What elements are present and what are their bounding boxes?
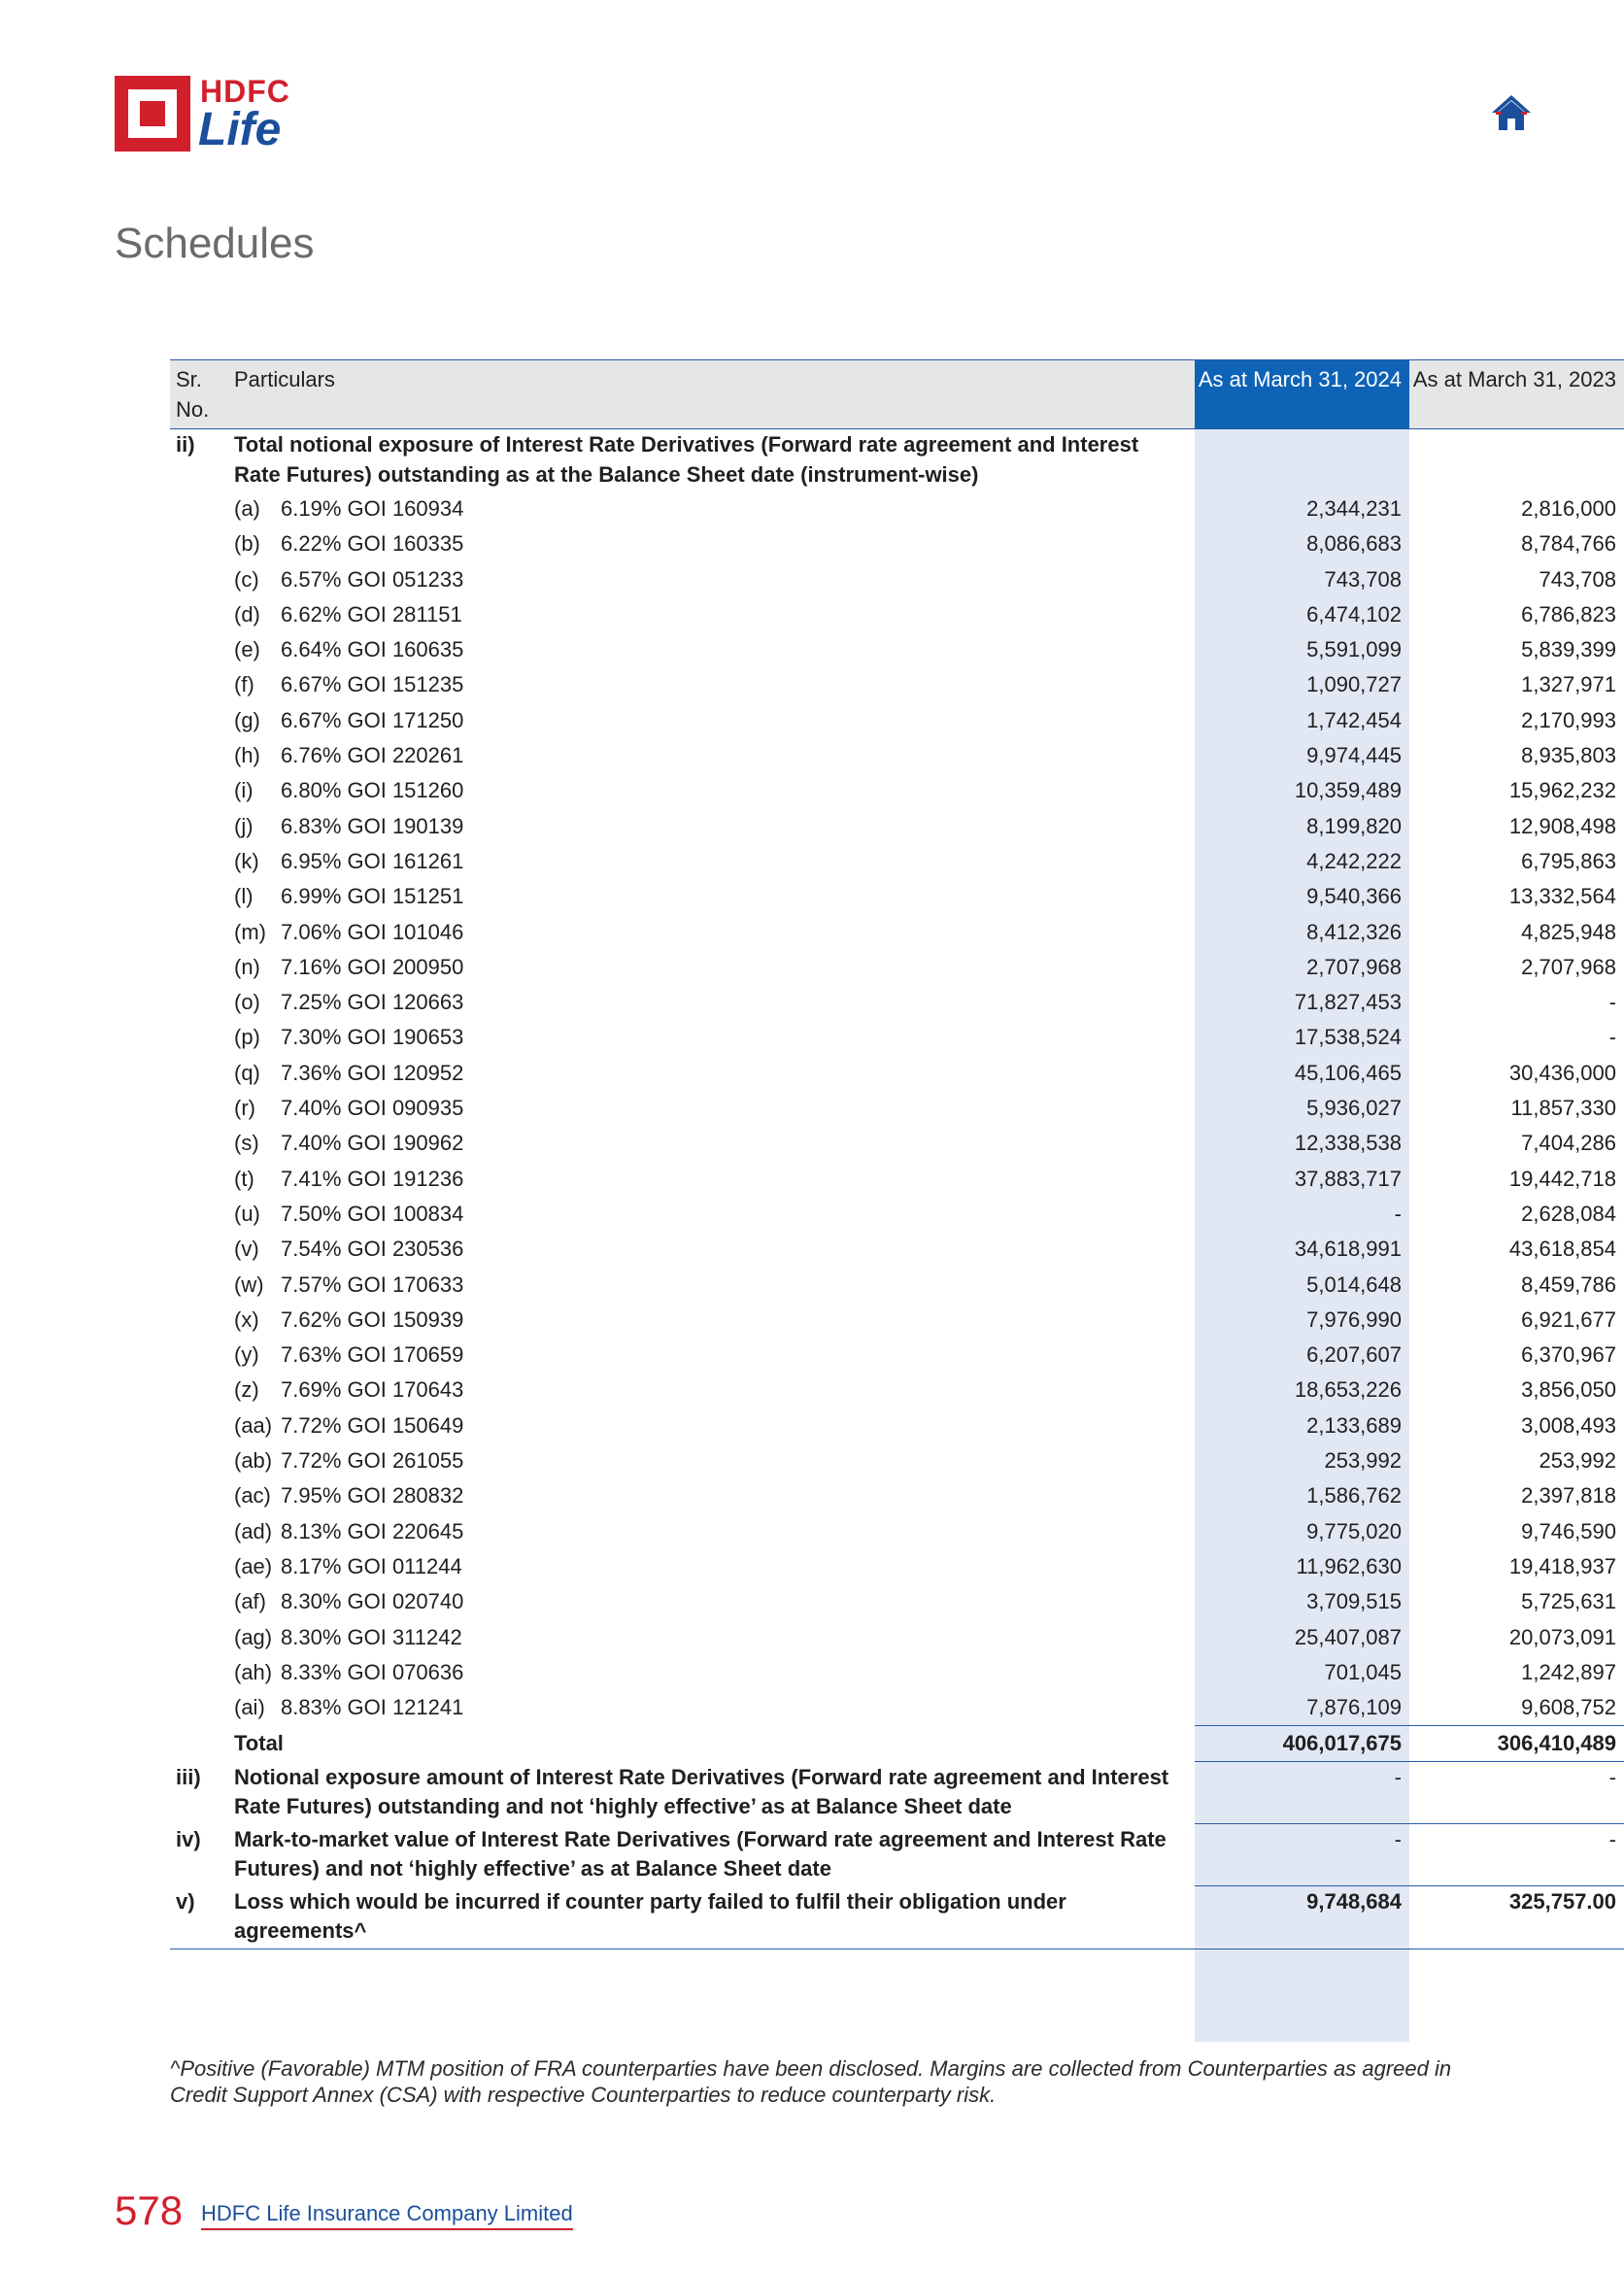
item-label: (k) bbox=[234, 848, 259, 873]
page-title: Schedules bbox=[115, 220, 315, 267]
logo-mark bbox=[115, 76, 190, 152]
section-iv-title: Mark-to-market value of Interest Rate Derivatives (Forward rate agreement and Interest Rate Futures) and not ‘highly effective’ as at Balance Sheet date bbox=[234, 1826, 1167, 1882]
instrument-name bbox=[234, 1268, 1195, 1303]
value-previous: 1,242,897 bbox=[1521, 1659, 1616, 1684]
item-instrument: 6.83% GOI 190139 bbox=[281, 813, 464, 838]
instrument-name bbox=[234, 1478, 1195, 1513]
value-current: 3,709,515 bbox=[1306, 1589, 1402, 1614]
instrument-name bbox=[234, 1232, 1195, 1267]
value-current: 6,474,102 bbox=[1306, 601, 1402, 627]
item-instrument: 7.95% GOI 280832 bbox=[281, 1483, 464, 1509]
instrument-name bbox=[234, 597, 1195, 632]
item-instrument: 8.17% GOI 011244 bbox=[281, 1553, 462, 1578]
item-label: (ag) bbox=[234, 1624, 273, 1649]
value-previous: 2,707,968 bbox=[1521, 954, 1616, 979]
item-label: (r) bbox=[234, 1096, 255, 1121]
section-v-current: 9,748,684 bbox=[1195, 1886, 1409, 1950]
value-previous: 3,856,050 bbox=[1521, 1377, 1616, 1403]
total-previous: 306,410,489 bbox=[1409, 1726, 1624, 1762]
item-instrument: 6.19% GOI 160934 bbox=[281, 496, 464, 521]
value-current: 1,090,727 bbox=[1306, 672, 1402, 697]
total-current: 406,017,675 bbox=[1195, 1726, 1409, 1762]
item-label: (m) bbox=[234, 919, 266, 944]
value-previous: 19,442,718 bbox=[1508, 1166, 1616, 1191]
value-previous: 5,725,631 bbox=[1521, 1589, 1616, 1614]
value-previous: 43,618,854 bbox=[1508, 1237, 1616, 1262]
value-previous: 6,370,967 bbox=[1521, 1342, 1616, 1368]
value-previous: 6,795,863 bbox=[1521, 848, 1616, 873]
total-row bbox=[170, 1726, 1624, 1762]
value-current: 2,707,968 bbox=[1306, 954, 1402, 979]
table-row bbox=[170, 1338, 1624, 1373]
item-label: (x) bbox=[234, 1306, 259, 1332]
item-label: (t) bbox=[234, 1166, 254, 1191]
table-row bbox=[170, 1268, 1624, 1303]
instrument-name bbox=[234, 844, 1195, 879]
value-previous: 253,992 bbox=[1539, 1448, 1616, 1474]
table-row bbox=[170, 1549, 1624, 1584]
value-current: 17,538,524 bbox=[1294, 1025, 1402, 1050]
value-current: 5,936,027 bbox=[1306, 1096, 1402, 1121]
instrument-name bbox=[234, 1584, 1195, 1619]
instrument-name bbox=[234, 1056, 1195, 1091]
instrument-name bbox=[234, 1162, 1195, 1197]
table-row bbox=[170, 1197, 1624, 1232]
value-previous: 8,784,766 bbox=[1521, 531, 1616, 557]
value-previous: 6,786,823 bbox=[1521, 601, 1616, 627]
table-row bbox=[170, 1620, 1624, 1655]
instrument-name bbox=[234, 1549, 1195, 1584]
footnote: ^Positive (Favorable) MTM position of FRA counterparties have been disclosed. Margins are collected from Counterparties as agreed in Credit Support Annex (CSA) with respective Counterparties to reduce counterparty risk. bbox=[170, 2056, 1452, 2107]
value-previous: 11,857,330 bbox=[1510, 1096, 1616, 1121]
instrument-name bbox=[234, 738, 1195, 773]
section-iv-row bbox=[170, 1824, 1624, 1886]
section-iii-row bbox=[170, 1762, 1624, 1824]
item-label: (ad) bbox=[234, 1518, 273, 1543]
table-row bbox=[170, 703, 1624, 738]
instrument-name bbox=[234, 1020, 1195, 1055]
instrument-name bbox=[234, 1443, 1195, 1478]
value-current: 2,133,689 bbox=[1306, 1412, 1402, 1438]
value-current: 6,207,607 bbox=[1306, 1342, 1402, 1368]
table-row bbox=[170, 1408, 1624, 1443]
value-current: 5,591,099 bbox=[1306, 637, 1402, 662]
header-particulars: Particulars bbox=[234, 360, 1195, 429]
footer-company-name: HDFC Life Insurance Company Limited bbox=[201, 2201, 573, 2230]
item-instrument: 7.36% GOI 120952 bbox=[281, 1060, 464, 1085]
schedule-table-container bbox=[170, 359, 1616, 1950]
item-instrument: 7.69% GOI 170643 bbox=[281, 1377, 464, 1403]
item-label: (z) bbox=[234, 1377, 259, 1403]
value-current: 1,586,762 bbox=[1306, 1483, 1402, 1509]
value-current: 4,242,222 bbox=[1306, 848, 1402, 873]
table-header-row bbox=[170, 360, 1624, 429]
table-row bbox=[170, 1690, 1624, 1726]
item-label: (j) bbox=[234, 813, 254, 838]
value-previous: 4,825,948 bbox=[1521, 919, 1616, 944]
page-number: 578 bbox=[115, 2187, 184, 2233]
item-instrument: 7.72% GOI 150649 bbox=[281, 1412, 464, 1438]
item-label: (af) bbox=[234, 1589, 266, 1614]
table-row bbox=[170, 1020, 1624, 1055]
item-label: (w) bbox=[234, 1272, 264, 1297]
value-previous: 7,404,286 bbox=[1521, 1131, 1616, 1156]
table-row bbox=[170, 1091, 1624, 1126]
value-current: 34,618,991 bbox=[1294, 1237, 1402, 1262]
section-v-row bbox=[170, 1886, 1624, 1950]
section-iv-current: - bbox=[1195, 1824, 1409, 1886]
value-current: 11,962,630 bbox=[1296, 1553, 1402, 1578]
hdfc-life-logo bbox=[115, 76, 299, 155]
item-instrument: 8.30% GOI 020740 bbox=[281, 1589, 464, 1614]
item-instrument: 8.33% GOI 070636 bbox=[281, 1659, 464, 1684]
item-label: (y) bbox=[234, 1342, 259, 1368]
section-ii-title: Total notional exposure of Interest Rate Derivatives (Forward rate agreement and Interest Rate Futures) outstanding as at the Balance Sheet date (instrument-wise) bbox=[234, 432, 1139, 487]
item-instrument: 6.67% GOI 151235 bbox=[281, 672, 464, 697]
value-current: 37,883,717 bbox=[1294, 1166, 1402, 1191]
table-row bbox=[170, 1443, 1624, 1478]
table-row bbox=[170, 1584, 1624, 1619]
section-v-title: Loss which would be incurred if counter party failed to fulfil their obligation under agreements^ bbox=[234, 1886, 1195, 1950]
instrument-name bbox=[234, 950, 1195, 985]
value-current: 18,653,226 bbox=[1294, 1377, 1402, 1403]
value-previous: 30,436,000 bbox=[1508, 1060, 1616, 1085]
value-current: 9,974,445 bbox=[1306, 743, 1402, 768]
item-label: (h) bbox=[234, 743, 260, 768]
section-iii-current: - bbox=[1394, 1765, 1402, 1790]
table-row bbox=[170, 950, 1624, 985]
item-label: (d) bbox=[234, 601, 260, 627]
value-previous: 20,073,091 bbox=[1508, 1624, 1616, 1649]
item-instrument: 7.41% GOI 191236 bbox=[281, 1166, 464, 1191]
item-label: (u) bbox=[234, 1201, 260, 1226]
item-label: (f) bbox=[234, 672, 254, 697]
item-label: (c) bbox=[234, 566, 259, 592]
table-row bbox=[170, 915, 1624, 950]
value-previous: 15,962,232 bbox=[1508, 778, 1616, 803]
value-previous: 9,746,590 bbox=[1521, 1518, 1616, 1543]
value-current: 9,540,366 bbox=[1306, 884, 1402, 909]
instrument-name bbox=[234, 632, 1195, 667]
item-label: (p) bbox=[234, 1025, 260, 1050]
section-ii-sr: ii) bbox=[176, 432, 195, 457]
instrument-name bbox=[234, 809, 1195, 844]
value-previous: 8,459,786 bbox=[1521, 1272, 1616, 1297]
section-iii-sr: iii) bbox=[176, 1764, 201, 1789]
total-label: Total bbox=[234, 1730, 284, 1755]
section-ii-heading-row bbox=[170, 429, 1624, 492]
item-instrument: 8.30% GOI 311242 bbox=[281, 1624, 462, 1649]
instrument-name bbox=[234, 879, 1195, 914]
value-previous: - bbox=[1608, 1025, 1616, 1050]
table-row bbox=[170, 632, 1624, 667]
instrument-name bbox=[234, 1126, 1195, 1161]
table-row bbox=[170, 1514, 1624, 1549]
item-instrument: 7.25% GOI 120663 bbox=[281, 990, 464, 1015]
instrument-name bbox=[234, 667, 1195, 702]
item-instrument: 6.76% GOI 220261 bbox=[281, 743, 464, 768]
table-row bbox=[170, 985, 1624, 1020]
value-current: 8,199,820 bbox=[1306, 813, 1402, 838]
value-previous: 5,839,399 bbox=[1521, 637, 1616, 662]
item-instrument: 6.95% GOI 161261 bbox=[281, 848, 464, 873]
item-label: (ac) bbox=[234, 1483, 271, 1509]
instrument-name bbox=[234, 1690, 1195, 1726]
item-instrument: 6.80% GOI 151260 bbox=[281, 778, 464, 803]
instrument-name bbox=[234, 492, 1195, 526]
table-row bbox=[170, 1056, 1624, 1091]
value-previous: 2,397,818 bbox=[1521, 1483, 1616, 1509]
table-row bbox=[170, 526, 1624, 561]
logo-text-life: Life bbox=[198, 104, 282, 155]
table-row bbox=[170, 1162, 1624, 1197]
table-row bbox=[170, 562, 1624, 597]
value-previous: 19,418,937 bbox=[1508, 1553, 1616, 1578]
value-current: 701,045 bbox=[1324, 1659, 1402, 1684]
home-icon[interactable] bbox=[1490, 93, 1533, 132]
item-instrument: 7.16% GOI 200950 bbox=[281, 954, 464, 979]
section-iv-sr: iv) bbox=[176, 1826, 201, 1851]
instrument-name bbox=[234, 773, 1195, 808]
value-current: 5,014,648 bbox=[1306, 1272, 1402, 1297]
value-current: 25,407,087 bbox=[1294, 1624, 1402, 1649]
table-row bbox=[170, 1303, 1624, 1338]
table-row bbox=[170, 667, 1624, 702]
instrument-name bbox=[234, 1338, 1195, 1373]
value-previous: 2,628,084 bbox=[1521, 1201, 1616, 1226]
value-previous: 2,816,000 bbox=[1521, 496, 1616, 521]
instrument-name bbox=[234, 1091, 1195, 1126]
header-sr-no: Sr. No. bbox=[170, 360, 234, 429]
item-instrument: 6.62% GOI 281151 bbox=[281, 601, 462, 627]
instrument-name bbox=[234, 1655, 1195, 1690]
section-iv-previous: - bbox=[1409, 1824, 1624, 1886]
item-label: (o) bbox=[234, 990, 260, 1015]
item-label: (s) bbox=[234, 1131, 259, 1156]
item-label: (g) bbox=[234, 707, 260, 732]
item-label: (ab) bbox=[234, 1448, 273, 1474]
instrument-name bbox=[234, 1408, 1195, 1443]
item-instrument: 6.99% GOI 151251 bbox=[281, 884, 464, 909]
table-row bbox=[170, 809, 1624, 844]
schedule-table bbox=[170, 359, 1624, 1950]
header-current-year: As at March 31, 2024 bbox=[1195, 360, 1409, 429]
item-instrument: 6.67% GOI 171250 bbox=[281, 707, 464, 732]
header-previous-year: As at March 31, 2023 bbox=[1409, 360, 1624, 429]
table-row bbox=[170, 492, 1624, 526]
instrument-name bbox=[234, 1620, 1195, 1655]
table-row bbox=[170, 879, 1624, 914]
item-instrument: 7.30% GOI 190653 bbox=[281, 1025, 464, 1050]
item-label: (i) bbox=[234, 778, 254, 803]
value-current: 2,344,231 bbox=[1306, 496, 1402, 521]
table-row bbox=[170, 1126, 1624, 1161]
value-previous: 8,935,803 bbox=[1521, 743, 1616, 768]
table-row bbox=[170, 1232, 1624, 1267]
value-current: 7,976,990 bbox=[1306, 1306, 1402, 1332]
item-label: (ai) bbox=[234, 1695, 265, 1720]
item-label: (v) bbox=[234, 1237, 259, 1262]
instrument-name bbox=[234, 703, 1195, 738]
item-instrument: 7.54% GOI 230536 bbox=[281, 1237, 464, 1262]
item-label: (ah) bbox=[234, 1659, 273, 1684]
item-instrument: 7.63% GOI 170659 bbox=[281, 1342, 464, 1368]
table-row bbox=[170, 738, 1624, 773]
value-current: 12,338,538 bbox=[1294, 1131, 1402, 1156]
table-row bbox=[170, 1655, 1624, 1690]
item-instrument: 7.06% GOI 101046 bbox=[281, 919, 464, 944]
table-row bbox=[170, 773, 1624, 808]
table-row bbox=[170, 1478, 1624, 1513]
value-previous: 6,921,677 bbox=[1521, 1306, 1616, 1332]
value-current: 8,412,326 bbox=[1306, 919, 1402, 944]
table-row bbox=[170, 1373, 1624, 1407]
value-current: 1,742,454 bbox=[1306, 707, 1402, 732]
value-current: 8,086,683 bbox=[1306, 531, 1402, 557]
section-iii-previous: - bbox=[1608, 1765, 1616, 1790]
table-row bbox=[170, 844, 1624, 879]
item-instrument: 6.22% GOI 160335 bbox=[281, 531, 464, 557]
instrument-name bbox=[234, 1303, 1195, 1338]
instrument-name bbox=[234, 526, 1195, 561]
value-previous: 12,908,498 bbox=[1508, 813, 1616, 838]
item-label: (b) bbox=[234, 531, 260, 557]
value-current: 7,876,109 bbox=[1306, 1695, 1402, 1720]
value-previous: - bbox=[1608, 990, 1616, 1015]
value-current: 743,708 bbox=[1324, 566, 1402, 592]
item-instrument: 6.64% GOI 160635 bbox=[281, 637, 464, 662]
item-label: (aa) bbox=[234, 1412, 273, 1438]
value-previous: 9,608,752 bbox=[1521, 1695, 1616, 1720]
section-iii-title: Notional exposure amount of Interest Rate Derivatives (Forward rate agreement and Interest Rate Futures) outstanding and not ‘highly effective’ as at Balance Sheet date bbox=[234, 1764, 1169, 1819]
item-instrument: 6.57% GOI 051233 bbox=[281, 566, 464, 592]
item-label: (q) bbox=[234, 1060, 260, 1085]
item-instrument: 8.13% GOI 220645 bbox=[281, 1518, 464, 1543]
item-instrument: 7.62% GOI 150939 bbox=[281, 1306, 464, 1332]
item-instrument: 8.83% GOI 121241 bbox=[281, 1695, 464, 1720]
item-instrument: 7.40% GOI 190962 bbox=[281, 1131, 464, 1156]
item-label: (ae) bbox=[234, 1553, 273, 1578]
value-current: - bbox=[1394, 1201, 1402, 1226]
value-current: 10,359,489 bbox=[1294, 778, 1402, 803]
item-label: (l) bbox=[234, 884, 254, 909]
section-v-previous: 325,757.00 bbox=[1409, 1886, 1624, 1950]
value-current: 45,106,465 bbox=[1294, 1060, 1402, 1085]
item-label: (n) bbox=[234, 954, 260, 979]
item-instrument: 7.57% GOI 170633 bbox=[281, 1272, 464, 1297]
item-label: (a) bbox=[234, 496, 260, 521]
item-label: (e) bbox=[234, 637, 260, 662]
item-instrument: 7.40% GOI 090935 bbox=[281, 1096, 464, 1121]
table-row bbox=[170, 597, 1624, 632]
item-instrument: 7.50% GOI 100834 bbox=[281, 1201, 464, 1226]
value-previous: 2,170,993 bbox=[1521, 707, 1616, 732]
instrument-name bbox=[234, 1514, 1195, 1549]
section-v-sr: v) bbox=[170, 1886, 234, 1950]
logo-text-hdfc: HDFC bbox=[200, 74, 290, 109]
instrument-name bbox=[234, 1373, 1195, 1407]
value-previous: 1,327,971 bbox=[1521, 672, 1616, 697]
value-current: 253,992 bbox=[1324, 1448, 1402, 1474]
instrument-name bbox=[234, 985, 1195, 1020]
instrument-name bbox=[234, 1197, 1195, 1232]
instrument-name bbox=[234, 915, 1195, 950]
value-previous: 3,008,493 bbox=[1521, 1412, 1616, 1438]
value-current: 9,775,020 bbox=[1306, 1518, 1402, 1543]
value-previous: 13,332,564 bbox=[1508, 884, 1616, 909]
item-instrument: 7.72% GOI 261055 bbox=[281, 1448, 464, 1474]
value-previous: 743,708 bbox=[1539, 566, 1616, 592]
instrument-name bbox=[234, 562, 1195, 597]
value-current: 71,827,453 bbox=[1294, 990, 1402, 1015]
